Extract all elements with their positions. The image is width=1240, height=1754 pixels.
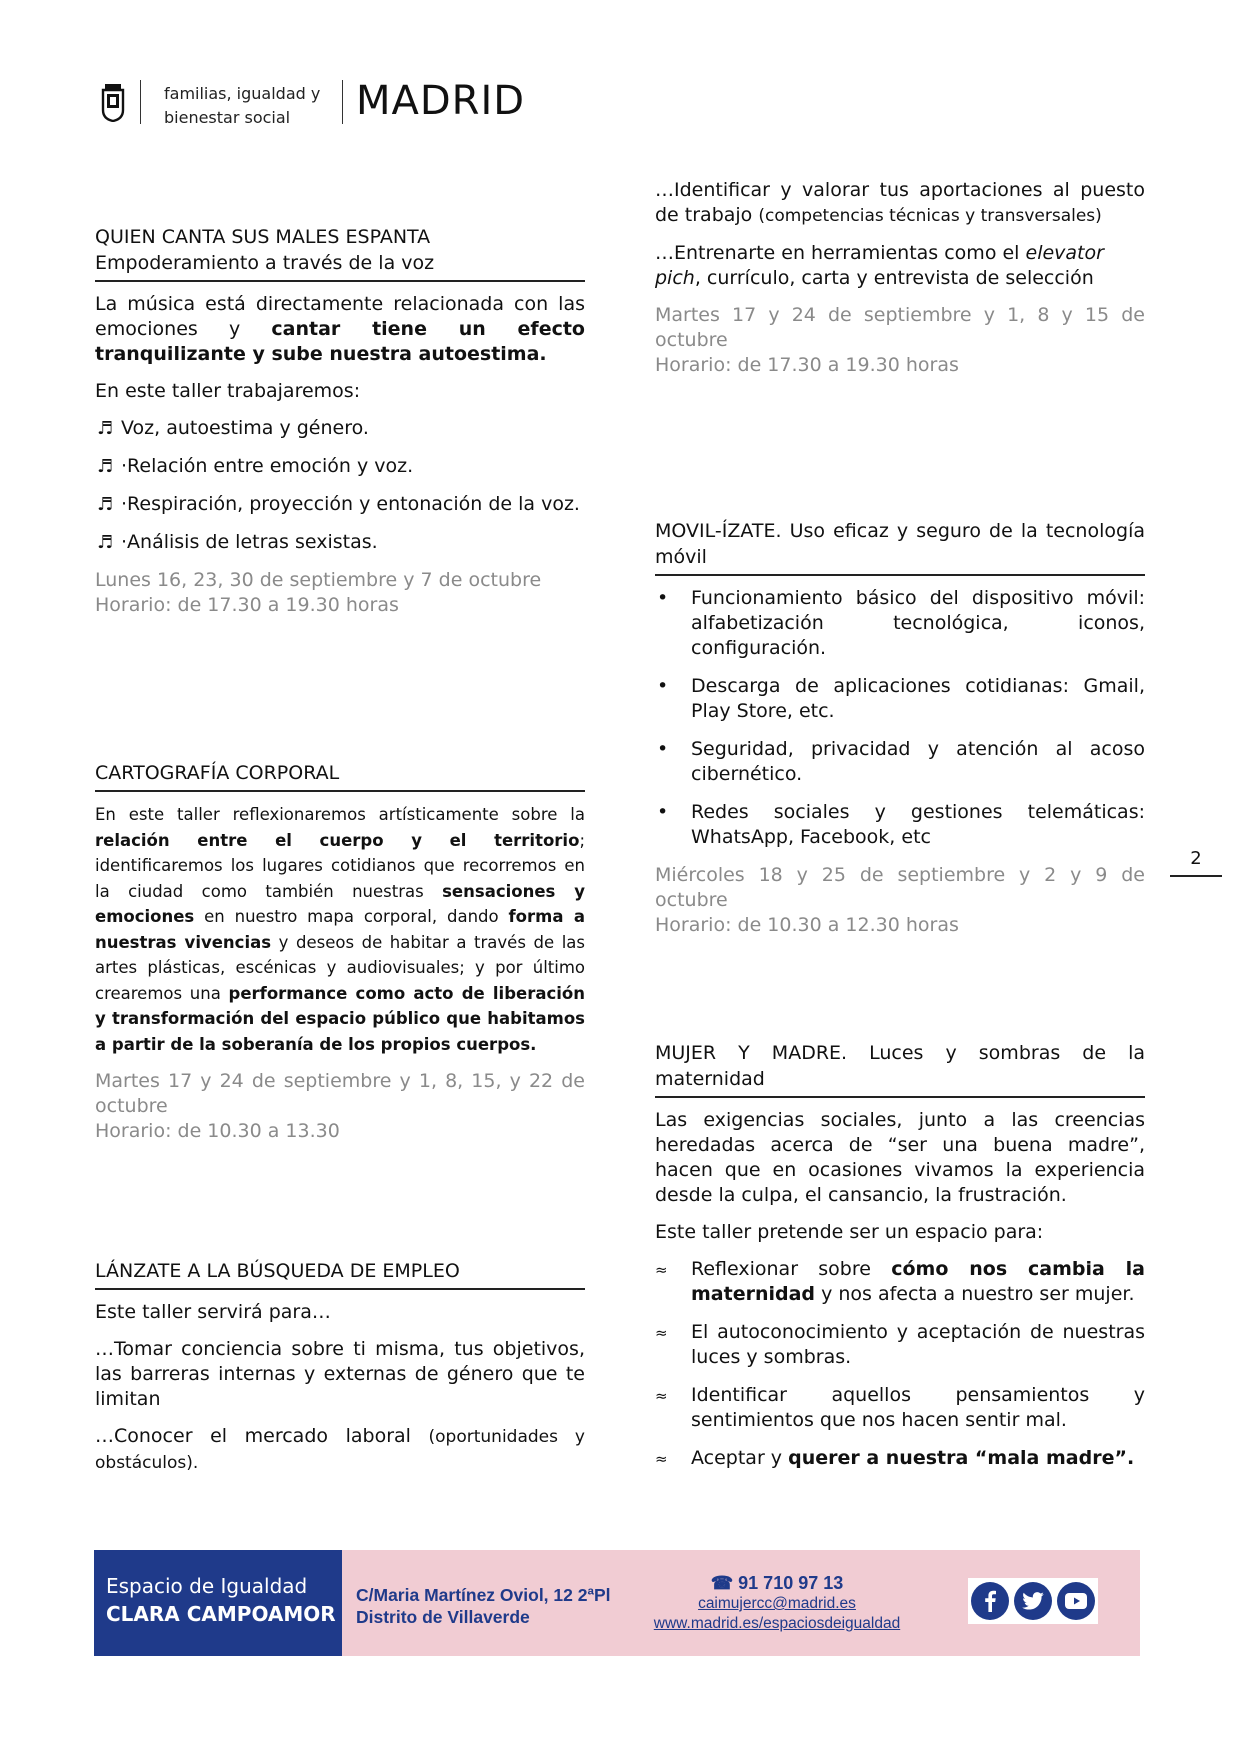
header-divider [342, 80, 343, 124]
workshop-movil [655, 518, 1145, 950]
workshop-schedule: Horario: de 17.30 a 19.30 horas [655, 354, 959, 376]
section-title: LÁNZATE A LA BÚSQUEDA DE EMPLEO [95, 1258, 585, 1290]
list-item: • Funcionamiento básico del dispositivo móvil: alfabetización tecnológica, iconos, configuración. [657, 587, 1145, 659]
list-item: ♬ Voz, autoestima y género. [97, 417, 369, 439]
city-logo-text: MADRID [356, 78, 526, 124]
bullet-icon: • [657, 801, 669, 823]
phone-icon: ☎ [710, 1573, 739, 1593]
music-note-icon: ♬ [97, 494, 114, 515]
twitter-icon[interactable] [1014, 1582, 1052, 1620]
approx-bullet-icon: ≈ [655, 1324, 668, 1342]
header-divider [140, 80, 141, 124]
list-item: • Redes sociales y gestiones telemáticas: WhatsApp, Facebook, etc [657, 801, 1145, 848]
workshop-mujer-madre [655, 1040, 1145, 1484]
intro-paragraph: Las exigencias sociales, junto a las creencias heredadas acerca de “ser una buena madre”, hacen que en ocasiones vivamos la experiencia desde la culpa, el cansancio, la frustración. [655, 1109, 1145, 1206]
section-title: MUJER Y MADRE. Luces y sombras de la maternidad [655, 1040, 1145, 1098]
list-item: ♬ ·Relación entre emoción y voz. [97, 455, 414, 477]
center-name-block [94, 1550, 342, 1656]
approx-bullet-icon: ≈ [655, 1261, 668, 1279]
music-note-icon: ♬ [97, 532, 114, 553]
objective-paragraph: …Conocer el mercado laboral (oportunidades y obstáculos). [95, 1425, 585, 1473]
workshop-dates: Martes 17 y 24 de septiembre y 1, 8, 15, y 22 de octubre [95, 1070, 585, 1117]
objective-paragraph: …Tomar conciencia sobre ti misma, tus objetivos, las barreras internas y externas de género que te limitan [95, 1338, 585, 1410]
workshop-empleo [95, 1258, 585, 1488]
bullet-icon: • [657, 738, 669, 760]
bullet-icon: • [657, 587, 669, 609]
facebook-icon[interactable] [971, 1582, 1009, 1620]
workshop-schedule: Horario: de 10.30 a 12.30 horas [655, 914, 959, 936]
workshop-empleo-continued [655, 178, 1145, 390]
approx-bullet-icon: ≈ [655, 1450, 668, 1468]
list-item: ♬ ·Análisis de letras sexistas. [97, 531, 378, 553]
workshop-schedule: Horario: de 17.30 a 19.30 horas [95, 594, 399, 616]
contact-info [642, 1572, 912, 1634]
address: C/Maria Martínez Oviol, 12 2ªPl Distrito de Villaverde [356, 1585, 611, 1627]
bullet-icon: • [657, 675, 669, 697]
social-links [968, 1578, 1098, 1624]
lead-text: En este taller trabajaremos: [95, 380, 361, 402]
workshop-dates: Miércoles 18 y 25 de septiembre y 2 y 9 de octubre [655, 864, 1145, 911]
list-item: • Descarga de aplicaciones cotidianas: Gmail, Play Store, etc. [657, 675, 1145, 722]
list-item: ♬ ·Respiración, proyección y entonación de la voz. [97, 493, 580, 515]
approx-bullet-icon: ≈ [655, 1387, 668, 1405]
topic-list [655, 1257, 1145, 1471]
page-number: 2 [1170, 848, 1222, 877]
music-note-icon: ♬ [97, 456, 114, 477]
department-name: familias, igualdad y bienestar social [164, 84, 321, 127]
workshop-quien-canta [95, 224, 585, 630]
lead-text: Este taller servirá para… [95, 1301, 331, 1323]
list-item: ≈ Reflexionar sobre cómo nos cambia la maternidad y nos afecta a nuestro ser mujer. [655, 1258, 1145, 1305]
list-item: ≈ Identificar aquellos pensamientos y sentimientos que nos hacen sentir mal. [655, 1384, 1145, 1431]
workshop-dates: Martes 17 y 24 de septiembre y 1, 8 y 15 de octubre [655, 304, 1145, 351]
madrid-crest-icon [100, 82, 126, 122]
list-item: • Seguridad, privacidad y atención al acoso cibernético. [657, 738, 1145, 785]
workshop-cartografia [95, 760, 585, 1156]
list-item: ≈ Aceptar y querer a nuestra “mala madre”. [655, 1446, 1145, 1471]
section-title: CARTOGRAFÍA CORPORAL [95, 760, 585, 792]
objective-paragraph: …Entrenarte en herramientas como el elevator pich, currículo, carta y entrevista de selección [655, 242, 1104, 289]
topic-list [95, 416, 585, 555]
page-header [96, 76, 596, 130]
music-note-icon: ♬ [97, 418, 114, 439]
workshop-dates: Lunes 16, 23, 30 de septiembre y 7 de octubre [95, 569, 542, 591]
lead-text: Este taller pretende ser un espacio para: [655, 1221, 1044, 1243]
center-subname: CLARA CAMPOAMOR [106, 1602, 336, 1626]
workshop-schedule: Horario: de 10.30 a 13.30 [95, 1120, 340, 1142]
youtube-icon[interactable] [1057, 1582, 1095, 1620]
section-title: MOVIL-ÍZATE. Uso eficaz y seguro de la tecnología móvil [655, 518, 1145, 576]
phone-number: ☎ 91 710 97 13 [710, 1573, 844, 1593]
description-paragraph: En este taller reflexionaremos artísticamente sobre la relación entre el cuerpo y el territorio; identificaremos los lugares cotidianos que recorremos en la ciudad como también nuestras sensaciones y emociones en nuestro mapa corporal, dando forma a nuestras vivencias y deseos de habitar a través de las artes plásticas, escénicas y audiovisuales; y por último crearemos una performance como acto de liberación y transformación del espacio público que habitamos a partir de la soberanía de los propios cuerpos. [95, 805, 586, 1054]
website-link[interactable]: www.madrid.es/espaciosdeigualdad [653, 1615, 901, 1632]
email-link[interactable]: caimujercc@madrid.es [698, 1595, 856, 1612]
topic-list [655, 586, 1145, 850]
list-item: ≈ El autoconocimiento y aceptación de nuestras luces y sombras. [655, 1321, 1145, 1368]
intro-paragraph: La música está directamente relacionada con las emociones y cantar tiene un efecto tranquilizante y sube nuestra autoestima. [95, 293, 585, 365]
objective-paragraph: …Identificar y valorar tus aportaciones al puesto de trabajo (competencias técnicas y transversales) [655, 179, 1145, 226]
section-title: QUIEN CANTA SUS MALES ESPANTA Empoderamiento a través de la voz [95, 224, 585, 282]
center-name: Espacio de Igualdad [106, 1574, 308, 1598]
footer-banner [94, 1550, 1140, 1656]
